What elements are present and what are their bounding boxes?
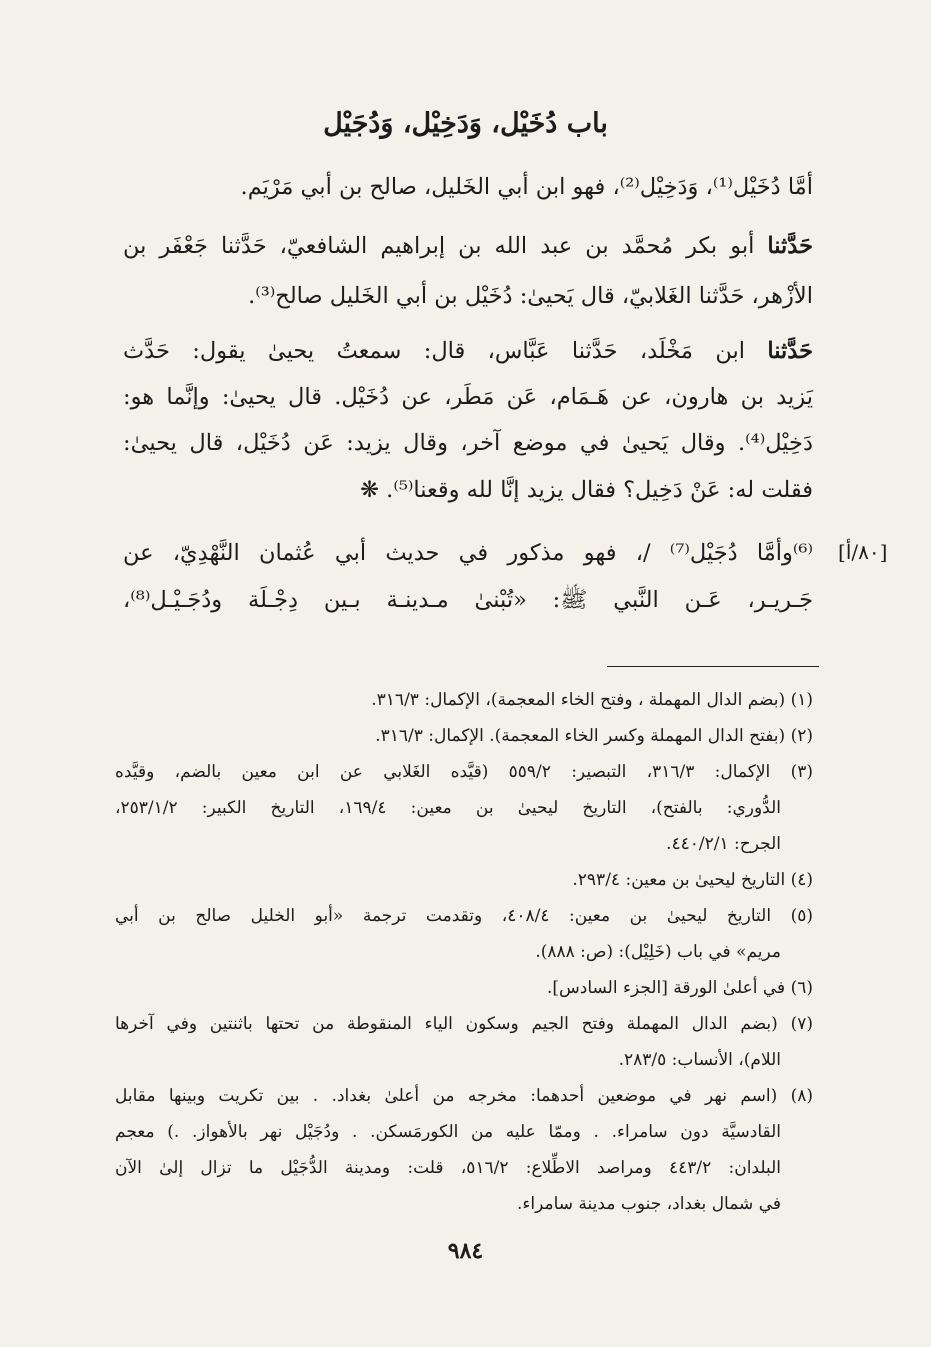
body-line: حَدَّثنا ابن مَخْلَد، حَدَّثنا عَبَّاس، قال: سمعتُ يحيىٰ يقول: حَدَّث <box>123 338 814 364</box>
footnote-number: (٤) <box>790 870 813 890</box>
footnote-number: (٦) <box>790 978 813 998</box>
footnote-line: الجرح: ٤٤٠/٢/١. <box>666 834 781 854</box>
narration-lead: حَدَّثنا <box>767 233 813 259</box>
folio-marker: [٨٠/أ] <box>838 540 888 564</box>
body-line: ⁽⁶⁾وأمَّا دُجَيْل⁽⁷⁾ /، فهو مذكور في حديث أبي عُثمان النَّهْدِيّ، عن <box>123 540 813 566</box>
footnote-line: اللام)، الأنساب: ٢٨٣/٥. <box>618 1050 781 1070</box>
footnote-line: القادسيَّة دون سامراء. . وممّا عليه من الكورمَسكن. . ودُجَيْل نهر بالأهواز. .) معجم <box>115 1122 781 1142</box>
footnote: (٦) في أعلىٰ الورقة [الجزء السادس]. <box>546 978 813 998</box>
footnote-number: (٢) <box>790 726 813 746</box>
body-line: حَدَّثنا أبو بكر مُحمَّد بن عبد الله بن إبراهيم الشافعيّ، حَدَّثنا جَعْفَر بن <box>123 233 813 259</box>
footnote: (١) (بضم الدال المهملة ، وفتح الخاء المعجمة)، الإكمال: ٣١٦/٣. <box>371 690 813 710</box>
footnote-line: الدُّوري: بالفتح)، التاريخ ليحيىٰ بن معين: ١٦٩/٤، التاريخ الكبير: ٢٥٣/١/٢، <box>115 798 782 818</box>
page-number: ٩٨٤ <box>447 1238 484 1264</box>
footnote-number: (١) <box>790 690 813 710</box>
footnote-number: (٣) <box>790 762 813 782</box>
footnote-separator <box>607 666 819 667</box>
footnote: (٢) (بفتح الدال المهملة وكسر الخاء المعجمة). الإكمال: ٣١٦/٣. <box>375 726 813 746</box>
footnote: (٧) (بضم الدال المهملة وفتح الجيم وسكون الياء المنقوطة من تحتها باثنتين وفي آخرها <box>115 1014 813 1034</box>
footnote-number: (٥) <box>790 906 814 926</box>
body-line: أمَّا دُخَيْل⁽¹⁾، وَدَخِيْل⁽²⁾، فهو ابن أبي الخَليل، صالح بن أبي مَرْيَم. <box>240 174 813 200</box>
footnote-line: في شمال بغداد، جنوب مدينة سامراء. <box>516 1194 781 1214</box>
footnote: (٥) التاريخ ليحيىٰ بن معين: ٤٠٨/٤، وتقدمت ترجمة «أبو الخليل صالح بن أبي <box>115 906 814 926</box>
footnote-number: (٨) <box>790 1086 813 1106</box>
narration-lead: حَدَّثنا <box>767 338 814 364</box>
body-line: دَخِيْل⁽⁴⁾. وقال يَحيىٰ في موضع آخر، وقال يزيد: عَن دُخَيْل، قال يحيىٰ: <box>123 430 813 456</box>
footnote: (٤) التاريخ ليحيىٰ بن معين: ٢٩٣/٤. <box>572 870 813 890</box>
body-line: يَزيد بن هارون، عن هَـمَام، عَن مَطَر، عن دُخَيْل. قال يحيىٰ: وإنَّما هو: <box>123 384 813 410</box>
footnote-line: مريم» في باب (خَلِيْل): (ص: ٨٨٨). <box>535 942 781 962</box>
body-line: الأزْهر، حَدَّثنا الغَلابيّ، قال يَحيىٰ: دُخَيْل بن أبي الخَليل صالح⁽³⁾. <box>248 283 813 309</box>
chapter-title: باب دُخَيْل، وَدَخِيْل، وَدُجَيْل <box>323 108 608 139</box>
body-line: جَـريـر، عَـن النَّبي ﷺ: «تُبْنىٰ مـدينـة بـين دِجْـلَة ودُجَـيْـل⁽⁸⁾، <box>123 587 813 613</box>
footnote-number: (٧) <box>790 1014 813 1034</box>
body-line: فقلت له: عَنْ دَخِيل؟ فقال يزيد إنَّا لله وقعنا⁽⁵⁾. ❋ <box>360 477 813 503</box>
footnote: (٣) الإكمال: ٣١٦/٣، التبصير: ٥٥٩/٢ (قيَّده الغَلابي عن ابن معين بالضم، وقيَّده <box>115 762 813 782</box>
footnote: (٨) (اسم نهر في موضعين أحدهما: مخرجه من أعلىٰ بغداد. . بين تكريت وبينها مقابل <box>115 1086 813 1106</box>
footnote-line: البلدان: ٤٤٣/٢ ومراصد الاطِّلاع: ٥١٦/٢، قلت: ومدينة الدُّجَيْل ما تزال إلىٰ الآن <box>115 1158 781 1178</box>
